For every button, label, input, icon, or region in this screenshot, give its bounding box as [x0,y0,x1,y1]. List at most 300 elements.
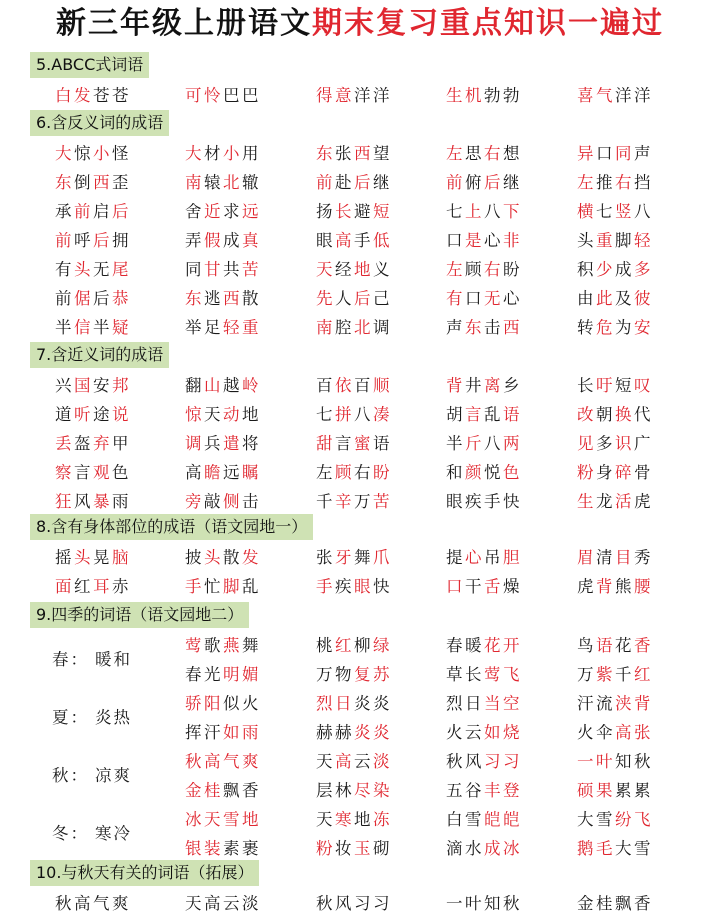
plain-char: 红 [74,577,93,596]
season-desc: 暖和 [95,650,132,669]
plain-char: 万 [577,665,596,684]
idiom [316,139,392,168]
plain-char: 避 [354,202,373,221]
highlight-char: 高 [335,752,354,771]
plain-char: 思 [465,144,484,163]
plain-char: 求 [223,202,242,221]
idiom [185,805,261,834]
idiom [316,487,392,516]
highlight-char: 眼 [354,577,373,596]
highlight-char: 如烧 [484,723,522,742]
plain-char: 砌 [373,839,392,858]
highlight-char: 重 [596,231,615,250]
plain-char: 启 [93,202,112,221]
idiom [577,371,653,400]
idiom [446,371,522,400]
highlight-char: 后 [93,231,112,250]
highlight-char: 侧 [223,492,242,511]
plain-char: 人 [335,289,354,308]
idiom [55,168,131,197]
plain-char: 承 [55,202,74,221]
plain-char: 舞 [354,548,373,567]
season-colon: ： [70,766,89,785]
plain-char: 俯 [465,173,484,192]
highlight-char: 东 [185,289,204,308]
highlight-char: 香 [634,636,653,655]
idiom [446,168,522,197]
plain-char: 盔 [74,434,93,453]
plain-char: 半 [55,318,74,337]
highlight-char: 暴 [93,492,112,511]
title-black: 新三年级上册语文 [56,6,312,41]
plain-char: 歌 [204,636,223,655]
plain-char: 广 [634,434,653,453]
plain-char: 用 [242,144,261,163]
highlight-char: 金桂 [185,781,223,800]
plain-char: 挥汗 [185,723,223,742]
plain-char: 乱 [484,405,503,424]
season-desc: 寒冷 [95,824,132,843]
highlight-char: 成冰 [484,839,522,858]
plain-char: 天高云淡 [185,894,261,913]
plain-char: 己 [373,289,392,308]
plain-char: 胡 [446,405,465,424]
idiom [185,429,261,458]
plain-char: 七 [596,202,615,221]
plain-char: 材 [204,144,223,163]
highlight-char: 北 [223,173,242,192]
highlight-char: 叹 [634,376,653,395]
highlight-char: 竖 [615,202,634,221]
idiom [185,543,261,572]
highlight-char: 西 [503,318,522,337]
highlight-char: 爪 [373,548,392,567]
plain-char: 大雪 [577,810,615,829]
plain-char: 前 [55,289,74,308]
idiom [577,805,653,834]
highlight-char: 辛 [335,492,354,511]
plain-char: 万 [354,492,373,511]
highlight-char: 秋高气爽 [185,752,261,771]
highlight-char: 长 [335,202,354,221]
highlight-char: 东 [55,173,74,192]
highlight-char: 前 [74,202,93,221]
idiom [577,168,653,197]
highlight-char: 是 [465,231,484,250]
plain-char: 虎 [577,577,596,596]
idiom [55,197,131,226]
plain-char: 声 [634,144,653,163]
idiom [316,371,392,400]
plain-char: 七 [446,202,465,221]
highlight-char: 寒 [335,810,354,829]
plain-char: 由 [577,289,596,308]
idiom [577,429,653,458]
highlight-char: 疑 [112,318,131,337]
highlight-char: 口 [446,577,465,596]
highlight-char: 短 [373,202,392,221]
highlight-char: 当空 [484,694,522,713]
idiom [446,226,522,255]
highlight-char: 生 [577,492,596,511]
idiom [316,689,392,718]
idiom [316,197,392,226]
highlight-char: 此 [596,289,615,308]
plain-char: 扬 [316,202,335,221]
idiom [185,371,261,400]
idiom [446,487,522,516]
highlight-char: 换 [615,405,634,424]
idiom [185,81,261,110]
idiom [185,487,261,516]
idiom [55,313,131,342]
plain-char: 经 [335,260,354,279]
idiom [316,168,392,197]
word-row [0,834,720,863]
plain-char: 共 [223,260,242,279]
highlight-char: 盼 [373,463,392,482]
plain-char: 赫赫 [316,723,354,742]
plain-char: 花 [615,636,634,655]
highlight-char: 惊 [185,405,204,424]
highlight-char: 改 [577,405,596,424]
highlight-char: 色 [503,463,522,482]
highlight-char: 危 [596,318,615,337]
plain-char: 成 [223,231,242,250]
plain-char: 调 [373,318,392,337]
highlight-char: 脚 [223,577,242,596]
highlight-char: 烈日 [316,694,354,713]
plain-char: 心 [503,289,522,308]
highlight-char: 地 [354,260,373,279]
plain-char: 大雪 [615,839,653,858]
idiom [185,689,261,718]
highlight-char: 右 [615,173,634,192]
plain-char: 千 [316,492,335,511]
highlight-char: 后 [354,173,373,192]
plain-char: 眼 [316,231,335,250]
highlight-char: 察 [55,463,74,482]
highlight-char: 北 [354,318,373,337]
plain-char: 兵 [204,434,223,453]
idiom [577,889,653,918]
plain-char: 朝 [596,405,615,424]
plain-char: 忙 [204,577,223,596]
plain-char: 辙 [242,173,261,192]
highlight-char: 下 [503,202,522,221]
idiom [446,197,522,226]
idiom [446,572,522,601]
highlight-char: 冰天雪地 [185,810,261,829]
idiom [316,834,392,863]
idiom [185,313,261,342]
word-row [0,313,720,342]
plain-char: 云 [354,752,373,771]
idiom [446,255,522,284]
highlight-char: 近 [204,202,223,221]
plain-char: 头 [577,231,596,250]
plain-char: 苍苍 [93,86,131,105]
idiom [446,747,522,776]
highlight-char: 无 [484,289,503,308]
highlight-char: 脑 [112,548,131,567]
plain-char: 舞 [242,636,261,655]
highlight-char: 头 [74,260,93,279]
plain-char: 同 [185,260,204,279]
highlight-char: 真 [242,231,261,250]
highlight-char: 尽染 [354,781,392,800]
plain-char: 和 [446,463,465,482]
word-row [0,168,720,197]
plain-char: 秋风习习 [316,894,392,913]
highlight-char: 上 [465,202,484,221]
plain-char: 散 [242,289,261,308]
idiom [55,139,131,168]
plain-char: 散 [223,548,242,567]
highlight-char: 浃背 [615,694,653,713]
highlight-char: 吁 [596,376,615,395]
plain-char: 长 [577,376,596,395]
plain-char: 为 [615,318,634,337]
highlight-char: 先 [316,289,335,308]
idiom [446,400,522,429]
idiom [577,718,653,747]
plain-char: 张 [316,548,335,567]
plain-char: 滴水 [446,839,484,858]
plain-char: 后 [93,289,112,308]
idiom [185,889,261,918]
plain-char: 眼疾手快 [446,492,522,511]
idiom [55,429,131,458]
highlight-char: 遣 [223,434,242,453]
word-row [0,81,720,110]
highlight-char: 头 [204,548,223,567]
highlight-char: 莺 [185,636,204,655]
plain-char: 拥 [112,231,131,250]
idiom [446,81,522,110]
idiom [316,255,392,284]
highlight-char: 尾 [112,260,131,279]
plain-char: 言 [74,463,93,482]
plain-char: 挡 [634,173,653,192]
highlight-char: 安 [634,318,653,337]
highlight-char: 硕果 [577,781,615,800]
word-row [0,631,720,660]
plain-char: 秋高气爽 [55,894,131,913]
plain-char: 盼 [503,260,522,279]
plain-char: 金桂飘香 [577,894,653,913]
idiom [316,226,392,255]
highlight-char: 言 [465,405,484,424]
plain-char: 知秋 [615,752,653,771]
idiom [185,631,261,660]
plain-char: 熊 [615,577,634,596]
plain-char: 顾 [465,260,484,279]
highlight-char: 听 [74,405,93,424]
highlight-char: 右 [484,144,503,163]
plain-char: 手 [354,231,373,250]
highlight-char: 面 [55,577,74,596]
idiom [185,226,261,255]
highlight-char: 粉 [577,463,596,482]
plain-char: 敲 [204,492,223,511]
idiom [316,313,392,342]
highlight-char: 山 [204,376,223,395]
plain-char: 晃 [93,548,112,567]
season-desc: 凉爽 [95,766,132,785]
idiom [577,81,653,110]
highlight-char: 说 [112,405,131,424]
plain-char: 击 [242,492,261,511]
highlight-char: 语 [596,636,615,655]
plain-char: 辕 [204,173,223,192]
highlight-char: 西 [223,289,242,308]
highlight-char: 胆 [503,548,522,567]
section-header: 5.ABCC式词语 [30,52,149,78]
plain-char: 汗流 [577,694,615,713]
highlight-char: 岭 [242,376,261,395]
highlight-char: 轻重 [223,318,261,337]
highlight-char: 手 [316,577,335,596]
plain-char: 舍 [185,202,204,221]
highlight-char: 倨 [74,289,93,308]
highlight-char: 苦 [373,492,392,511]
word-row [0,572,720,601]
word-row [0,226,720,255]
plain-char: 疾 [335,577,354,596]
highlight-char: 弃 [93,434,112,453]
season-colon: ： [70,650,89,669]
idiom [55,255,131,284]
plain-char: 惊 [74,144,93,163]
word-row [0,889,720,918]
highlight-char: 如雨 [223,723,261,742]
plain-char: 白雪 [446,810,484,829]
idiom [577,400,653,429]
idiom [316,458,392,487]
idiom [577,660,653,689]
plain-char: 望 [373,144,392,163]
highlight-char: 远 [242,202,261,221]
plain-char: 声 [446,318,465,337]
plain-char: 八 [634,202,653,221]
highlight-char: 炎炎 [354,723,392,742]
idiom [577,747,653,776]
highlight-char: 同 [615,144,634,163]
word-row [0,197,720,226]
word-row [0,747,720,776]
plain-char: 草长 [446,665,484,684]
idiom [446,284,522,313]
idiom [316,400,392,429]
highlight-char: 横 [577,202,596,221]
highlight-char: 目 [615,548,634,567]
idiom [55,572,131,601]
highlight-char: 高 [335,231,354,250]
highlight-char: 东 [465,318,484,337]
idiom [446,429,522,458]
season-colon: ： [70,824,89,843]
plain-char: 洋洋 [354,86,392,105]
plain-char: 提 [446,548,465,567]
plain-char: 翻 [185,376,204,395]
highlight-char: 蜜 [354,434,373,453]
highlight-char: 红 [634,665,653,684]
idiom [185,776,261,805]
plain-char: 雨 [112,492,131,511]
highlight-char: 低 [373,231,392,250]
plain-char: 天 [204,405,223,424]
plain-char: 口 [596,144,615,163]
idiom [577,572,653,601]
idiom [185,660,261,689]
idiom [446,458,522,487]
plain-char: 百 [354,376,373,395]
highlight-char: 甘 [204,260,223,279]
idiom [55,284,131,313]
plain-char: 短 [615,376,634,395]
idiom [316,631,392,660]
highlight-char: 顾 [335,463,354,482]
plain-char: 八 [484,202,503,221]
idiom [446,313,522,342]
idiom [577,255,653,284]
plain-char: 快 [373,577,392,596]
plain-char: 妆 [335,839,354,858]
highlight-char: 生机 [446,86,484,105]
plain-char: 口 [465,289,484,308]
plain-char: 积 [577,260,596,279]
highlight-char: 绿 [373,636,392,655]
plain-char: 张 [335,144,354,163]
highlight-char: 耳 [93,577,112,596]
plain-char: 火云 [446,723,484,742]
highlight-char: 动 [223,405,242,424]
idiom [185,197,261,226]
highlight-char: 鹅毛 [577,839,615,858]
highlight-char: 少 [596,260,615,279]
section-header: 9.四季的词语（语文园地二） [30,602,249,628]
highlight-char: 南 [316,318,335,337]
plain-char: 吊 [484,548,503,567]
word-row [0,429,720,458]
word-row [0,284,720,313]
highlight-char: 左 [446,144,465,163]
highlight-char: 粉 [316,839,335,858]
highlight-char: 国 [74,376,93,395]
page-title [0,4,720,44]
word-row [0,718,720,747]
highlight-char: 玉 [354,839,373,858]
word-row [0,689,720,718]
highlight-char: 假 [204,231,223,250]
plain-char: 呼 [74,231,93,250]
highlight-char: 丢 [55,434,74,453]
highlight-char: 前 [316,173,335,192]
highlight-char: 顺 [373,376,392,395]
highlight-char: 非 [503,231,522,250]
idiom [185,572,261,601]
highlight-char: 旁 [185,492,204,511]
highlight-char: 活 [615,492,634,511]
highlight-char: 淡 [373,752,392,771]
word-row [0,139,720,168]
plain-char: 弄 [185,231,204,250]
highlight-char: 手 [185,577,204,596]
highlight-char: 燕 [223,636,242,655]
plain-char: 摇 [55,548,74,567]
highlight-char: 复苏 [354,665,392,684]
